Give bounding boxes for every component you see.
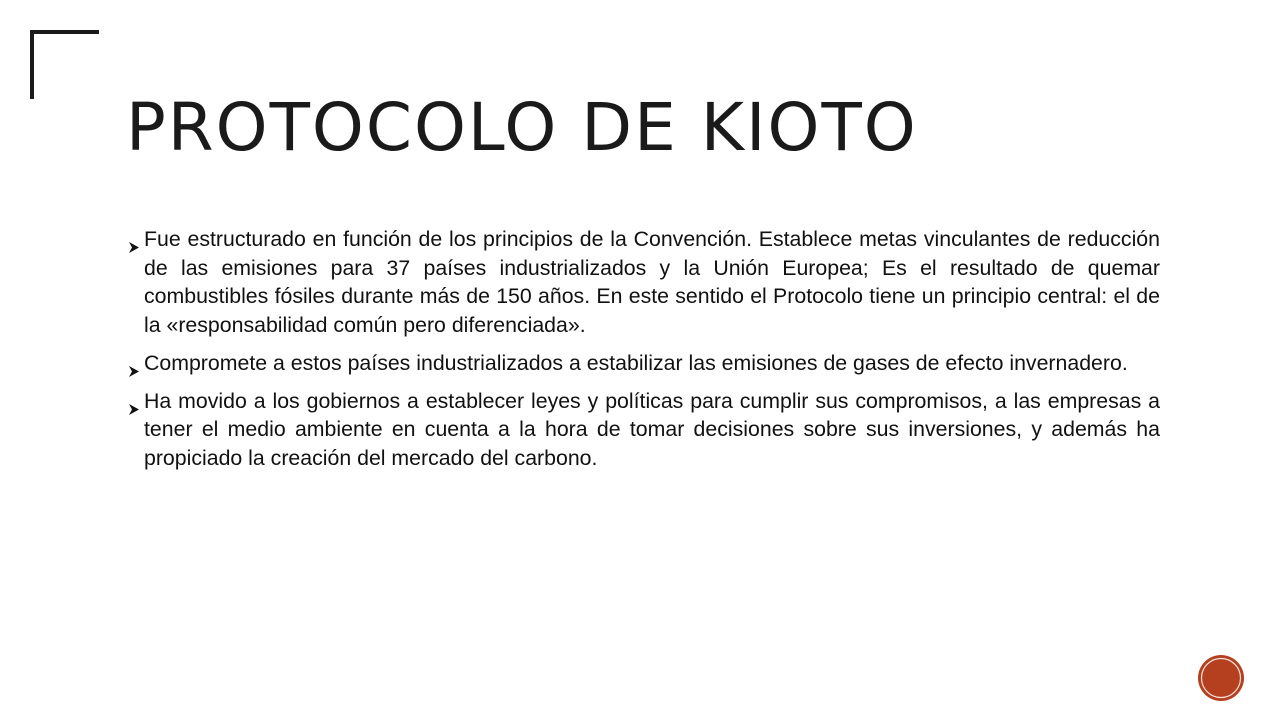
bullet-item xyxy=(128,387,1160,473)
bullet-item xyxy=(128,225,1160,340)
bullet-item xyxy=(128,349,1160,378)
slide-title: PROTOCOLO DE KIOTO xyxy=(126,89,918,166)
bullet-text: Compromete a estos países industrializados a estabilizar las emisiones de gases de efecto invernadero. xyxy=(144,350,1128,375)
corner-bracket-icon xyxy=(29,29,99,99)
bullet-list xyxy=(128,225,1160,482)
bullet-text: Fue estructurado en función de los principios de la Convención. Establece metas vinculantes de reducción de las emisiones para 37 países industrializados y la Unión Europea; Es el resultado de quemar combustibles fósiles durante más de 150 años. En este sentido el Protocolo tiene un principio central: el de la «responsabilidad común pero diferenciada». xyxy=(144,227,1160,338)
arrow-bullet-icon xyxy=(128,225,144,247)
arrow-bullet-icon xyxy=(128,349,144,371)
arrow-bullet-icon xyxy=(128,387,144,409)
bullet-text: Ha movido a los gobiernos a establecer leyes y políticas para cumplir sus compromisos, a las empresas a tener el medio ambiente en cuenta a la hora de tomar decisiones sobre sus inversiones, y además ha propiciado la creación del mercado del carbono. xyxy=(144,388,1160,470)
slide-number-badge xyxy=(1197,654,1245,702)
